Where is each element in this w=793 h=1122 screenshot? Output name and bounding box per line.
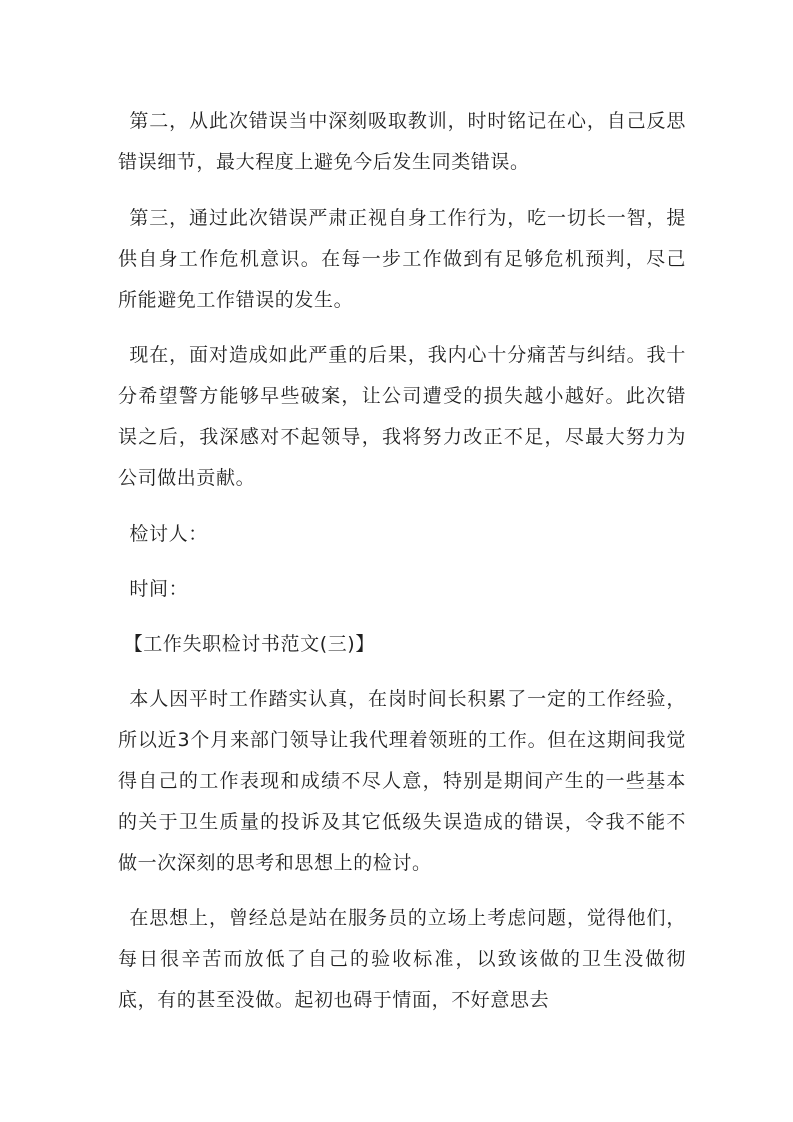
paragraph-second-point: 第二，从此次错误当中深刻吸取教训，时时铭记在心，自己反思错误细节，最大程度上避免今后发生同类错误。: [118, 110, 686, 173]
document-body: [118, 101, 686, 1036]
signature-label: 检讨人：: [129, 522, 208, 545]
paragraph-thinking: 在思想上，曾经总是站在服务员的立场上考虑问题，觉得他们，每日很辛苦而放低了自己的验收标准，以致该做的卫生没做彻底，有的甚至没做。起初也碍于情面，不好意思去: [118, 907, 686, 1011]
date-label: 时间：: [129, 577, 189, 600]
paragraph-current-situation: 现在，面对造成如此严重的后果，我内心十分痛苦与纠结。我十分希望警方能够早些破案，让公司遭受的损失越小越好。此次错误之后，我深感对不起领导，我将努力改正不足，尽最大努力为公司做出贡献。: [118, 344, 686, 489]
section-title: 【工作失职检讨书范文(三)】: [123, 632, 375, 655]
paragraph-work-experience: 本人因平时工作踏实认真，在岗时间长积累了一定的工作经验，所以近3个月来部门领导让我代理着领班的工作。但在这期间我觉得自己的工作表现和成绩不尽人意，特别是期间产生的一些基本的关于卫生质量的投诉及其它低级失误造成的错误，令我不能不做一次深刻的思考和思想上的检讨。: [118, 687, 686, 874]
paragraph-third-point: 第三，通过此次错误严肃正视自身工作行为，吃一切长一智，提供自身工作危机意识。在每一步工作做到有足够危机预判，尽己所能避免工作错误的发生。: [118, 206, 686, 311]
